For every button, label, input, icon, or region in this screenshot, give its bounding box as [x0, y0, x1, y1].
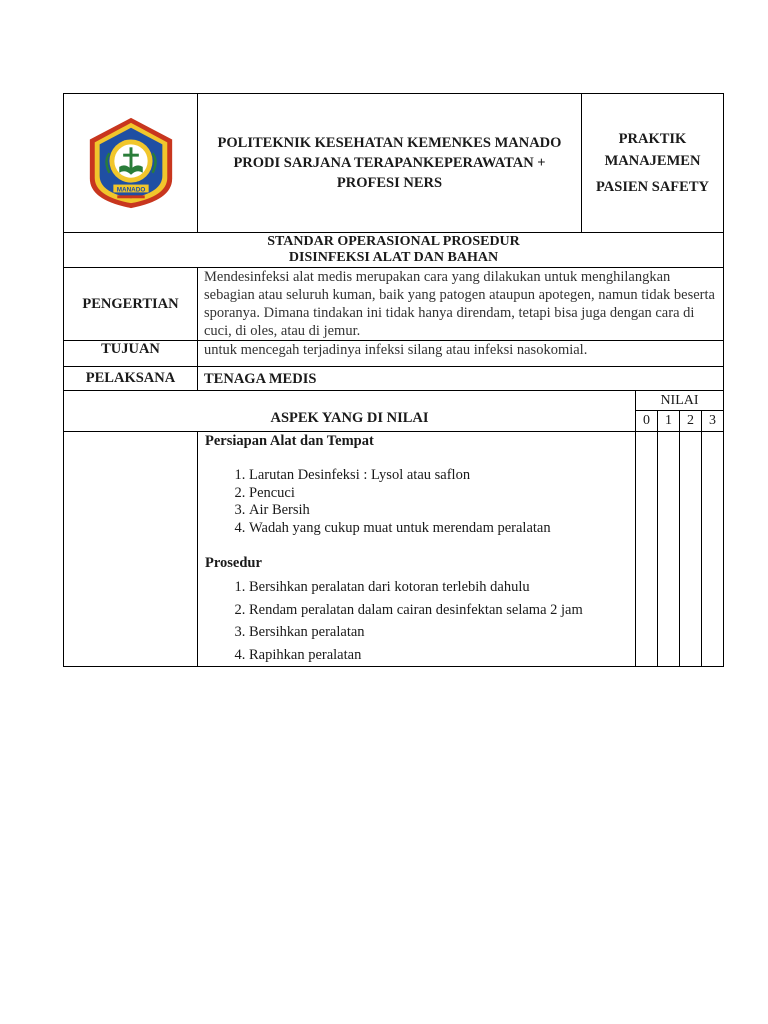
tujuan-row	[64, 340, 723, 366]
pengertian-label: PENGERTIAN	[82, 295, 179, 312]
institution-line-1: POLITEKNIK KESEHATAN KEMENKES MANADO	[217, 135, 562, 151]
persiapan-list	[205, 467, 628, 537]
list-item: 4. Wadah yang cukup muat untuk merendam peralatan	[249, 520, 628, 538]
institution-name	[197, 94, 581, 232]
aspek-header-row	[64, 390, 723, 431]
sop-title-row	[64, 232, 723, 267]
score-columns	[635, 432, 723, 666]
pengertian-row	[64, 267, 723, 340]
sop-title-line-2: DISINFEKSI ALAT DAN BAHAN	[288, 250, 499, 265]
score-3-header: 3	[701, 411, 723, 431]
persiapan-title: Persiapan Alat dan Tempat	[205, 433, 374, 449]
pengertian-text: Mendesinfeksi alat medis merupakan cara yang dilakukan untuk menghilangkan sebagian atau seluruh kuman, baik yang patogen ataupun apotegen, namun tidak beserta sporanya. Dimana tindakan ini tidak hanya direndam, tetapi bisa juga dengan cara di cuci, di oles, atau di jemur.	[197, 268, 723, 340]
prosedur-list	[205, 576, 628, 666]
practice-line-3: PASIEN SAFETY	[596, 179, 709, 195]
practice-line-1: PRAKTIK	[618, 131, 687, 147]
list-item: 1. Larutan Desinfeksi : Lysol atau saflon	[249, 467, 628, 485]
aspek-body-row	[64, 431, 723, 666]
pelaksana-row	[64, 366, 723, 390]
tujuan-label: TUJUAN	[101, 341, 160, 357]
nilai-label: NILAI	[660, 392, 699, 408]
institution-line-3: PROFESI NERS	[336, 175, 443, 191]
score-0-header: 0	[643, 413, 650, 428]
aspek-content	[197, 432, 635, 666]
school-crest-icon	[82, 114, 180, 212]
score-1-header: 1	[657, 411, 679, 431]
list-item: 3. Bersihkan peralatan	[249, 621, 628, 644]
score-3-cell[interactable]	[701, 432, 723, 666]
practice-title	[581, 94, 723, 232]
institution-line-2: PRODI SARJANA TERAPANKEPERAWATAN +	[233, 155, 546, 171]
list-item: 2. Pencuci	[249, 485, 628, 503]
sop-title-line-1: STANDAR OPERASIONAL PROSEDUR	[267, 234, 520, 249]
practice-line-2: MANAJEMEN	[604, 153, 701, 169]
list-item: 1. Bersihkan peralatan dari kotoran terlebih dahulu	[249, 576, 628, 599]
list-item: 4. Rapihkan peralatan	[249, 644, 628, 667]
empty-cell	[64, 432, 197, 666]
logo-cell	[64, 94, 197, 232]
pelaksana-text: TENAGA MEDIS	[197, 367, 723, 390]
sop-table	[63, 93, 724, 667]
pelaksana-label: PELAKSANA	[85, 370, 176, 386]
prosedur-title: Prosedur	[205, 555, 262, 571]
logo-caption: MANADO	[116, 186, 145, 194]
score-2-header: 2	[679, 411, 701, 431]
score-0-cell[interactable]	[636, 432, 657, 666]
score-2-cell[interactable]	[679, 432, 701, 666]
tujuan-text: untuk mencegah terjadinya infeksi silang atau infeksi nasokomial.	[197, 341, 723, 366]
list-item: 3. Air Bersih	[249, 502, 628, 520]
score-1-cell[interactable]	[657, 432, 679, 666]
nilai-header	[635, 391, 723, 431]
list-item: 2. Rendam peralatan dalam cairan desinfektan selama 2 jam	[249, 599, 628, 622]
header-row	[64, 94, 723, 232]
nilai-score-columns	[636, 410, 723, 431]
aspek-title: ASPEK YANG DI NILAI	[270, 410, 429, 426]
